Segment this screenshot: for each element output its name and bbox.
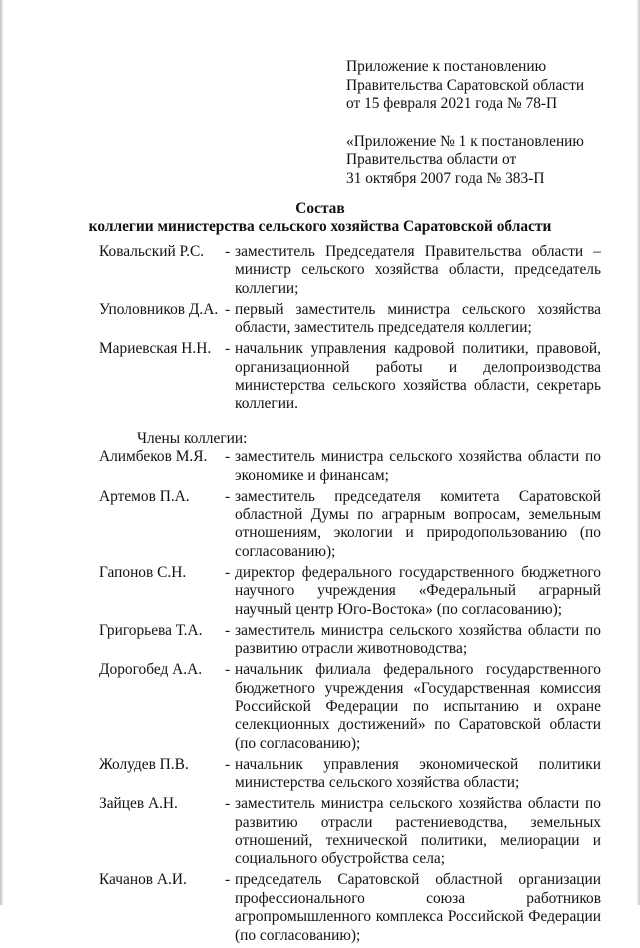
member-row [99, 756, 601, 793]
member-name: Артемов П.А. [99, 487, 190, 505]
member-row [99, 871, 601, 945]
member-role: заместитель министра сельского хозяйства области по экономике и финансам; [235, 448, 601, 484]
member-dash: - [225, 621, 231, 639]
scan-edge-right [636, 0, 640, 905]
member-role: заместитель Председателя Правительства области – министр сельского хозяйства области, председатель коллегии; [235, 243, 601, 297]
member-row [99, 622, 601, 659]
member-row [99, 448, 601, 485]
appendix-line: от 15 февраля 2021 года № 78-П [346, 95, 558, 113]
member-row [99, 340, 601, 414]
member-dash: - [225, 795, 231, 813]
appendix-line: Правительства Саратовской области [346, 76, 585, 94]
member-dash: - [225, 871, 231, 889]
member-role: директор федерального государственного бюджетного научного учреждения «Федеральный аграрный научный центр Юго-Востока» (по согласованию); [235, 563, 601, 618]
member-name: Качанов А.И. [99, 871, 187, 889]
member-name: Дорогобед А.А. [99, 661, 203, 679]
scan-edge-left [0, 0, 4, 905]
member-role: заместитель министра сельского хозяйства области по развитию отрасли растениеводства, земельных отношений, технической политики, мелиорации и социального обустройства села; [235, 795, 601, 868]
member-name: Гапонов С.Н. [99, 563, 187, 581]
member-role: начальник управления экономической политики министерства сельского хозяйства области; [235, 755, 601, 792]
member-name: Ковальский Р.С. [99, 243, 205, 260]
document-title: Состав [295, 200, 345, 217]
member-row [99, 301, 601, 338]
member-name: Жолудев П.В. [99, 755, 189, 773]
appendix-header [346, 58, 584, 189]
member-row [99, 243, 601, 298]
member-name: Мариевская Н.Н. [99, 340, 212, 358]
member-dash: - [225, 300, 231, 318]
member-dash: - [225, 563, 231, 581]
document-subtitle: коллегии министерства сельского хозяйства Саратовской области [88, 218, 552, 235]
member-dash: - [225, 448, 231, 466]
member-row [99, 795, 601, 869]
member-row [99, 564, 601, 619]
member-dash: - [225, 661, 231, 679]
member-role: заместитель председателя комитета Саратовской областной Думы по аграрным вопросам, земельным отношениям, экологии и природопользованию (по согласованию); [235, 487, 601, 560]
member-dash: - [225, 243, 231, 260]
member-name: Алимбеков М.Я. [99, 448, 208, 466]
member-dash: - [225, 340, 231, 358]
member-role: заместитель министра сельского хозяйства области по развитию отрасли животноводства; [235, 621, 601, 658]
members-list [99, 243, 601, 948]
appendix-line: Приложение к постановлению [346, 58, 547, 75]
member-row [99, 488, 601, 562]
member-name: Григорьева Т.А. [99, 621, 203, 639]
member-dash: - [225, 755, 231, 773]
member-row [99, 661, 601, 753]
members-heading: Члены коллегии: [137, 429, 248, 447]
member-dash: - [225, 487, 231, 505]
member-role: председатель Саратовской областной организации профессионального союза работников агропромышленного комплекса Российской Федерации (по согласованию); [235, 871, 601, 944]
member-role: начальник филиала федерального государственного бюджетного учреждения «Государственная комиссия Российской Федерации по испытанию и охране селекционных достижений» по Саратовской области (по согласованию); [235, 661, 601, 752]
appendix-line: «Приложение № 1 к постановлению [346, 132, 584, 150]
appendix-line: Правительства области от [346, 151, 517, 169]
appendix-line: 31 октября 2007 года № 383-П [346, 169, 545, 187]
member-name: Уполовников Д.А. [99, 300, 219, 318]
member-role: начальник управления кадровой политики, правовой, организационной работы и делопроизводства министерства сельского хозяйства области, секретарь коллегии. [235, 340, 601, 413]
member-name: Зайцев А.Н. [99, 795, 178, 813]
appendix-gap [346, 114, 584, 133]
member-role: первый заместитель министра сельского хозяйства области, заместитель председателя коллегии; [235, 300, 601, 337]
